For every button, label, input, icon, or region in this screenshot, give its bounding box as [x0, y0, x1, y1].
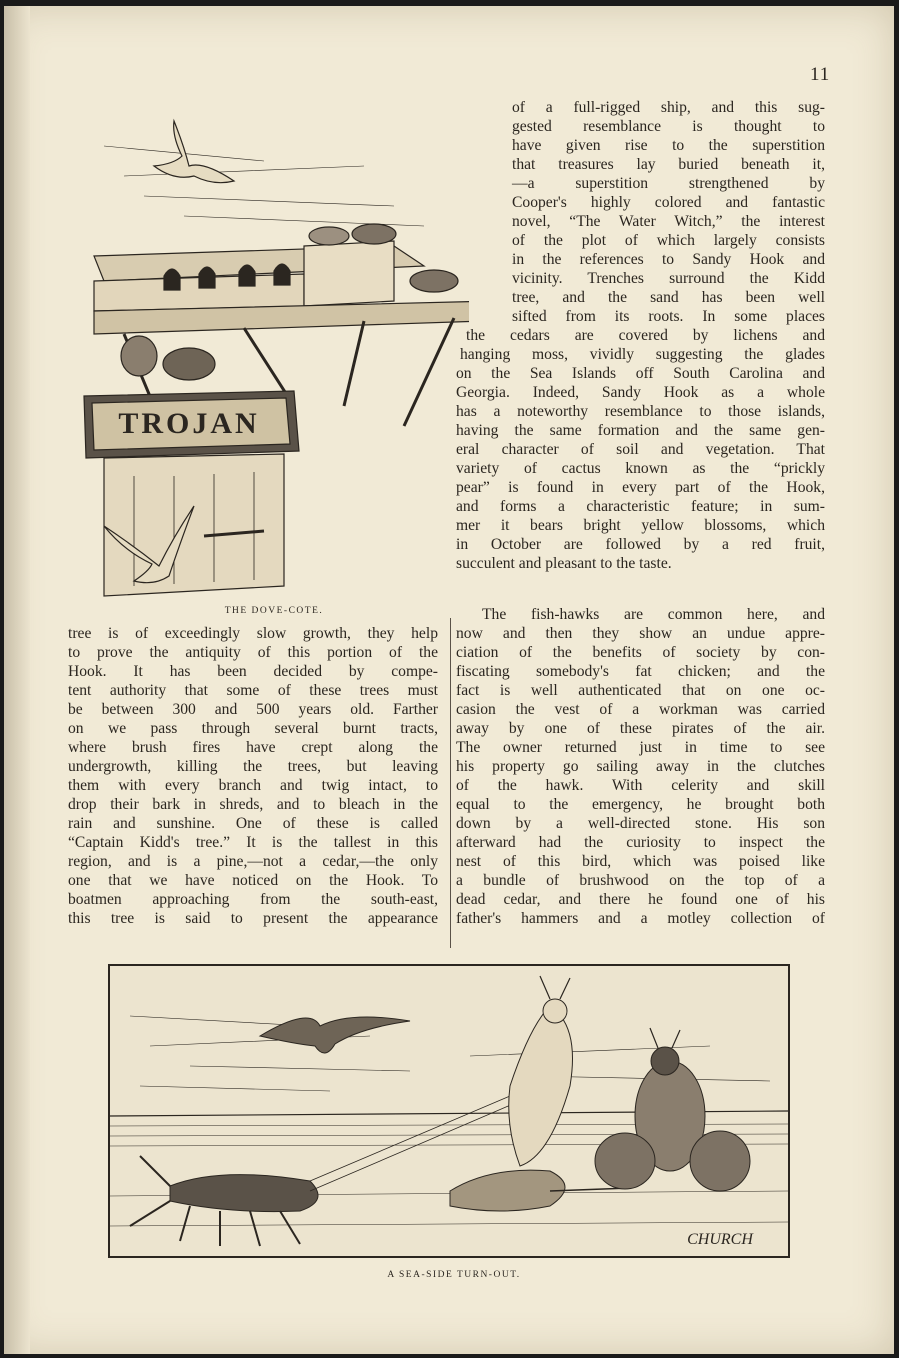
book-page	[4, 6, 894, 1354]
text-line: on we pass through several burnt tracts,	[68, 720, 438, 737]
text-line: having the same formation and the same gen-	[456, 422, 825, 439]
text-line: have given rise to the superstition	[512, 137, 825, 154]
text-line: “Captain Kidd's tree.” It is the tallest in this	[68, 834, 438, 851]
text-line: his property go sailing away in the clutches	[456, 758, 825, 775]
text-line: in October are followed by a red fruit,	[456, 536, 825, 553]
text-line: be between 300 and 500 years old. Farther	[68, 701, 438, 718]
text-line: The fish-hawks are common here, and	[482, 606, 825, 623]
text-line: of the hawk. With celerity and skill	[456, 777, 825, 794]
text-line: nest of this bird, which was poised like	[456, 853, 825, 870]
text-line: on the Sea Islands off South Carolina and	[456, 365, 825, 382]
text-line: The owner returned just in time to see	[456, 739, 825, 756]
text-line: dead cedar, and there he found one of his	[456, 891, 825, 908]
text-line: region, and is a pine,—not a cedar,—the only	[68, 853, 438, 870]
text-line: eral character of soil and vegetation. That	[456, 441, 825, 458]
text-line: of the plot of which largely consists	[512, 232, 825, 249]
text-line: vicinity. Trenches surround the Kidd	[512, 270, 825, 287]
sea-side-drawing	[110, 966, 788, 1256]
text-line: this tree is said to present the appearance	[68, 910, 438, 927]
text-line: rain and sunshine. One of these is called	[68, 815, 438, 832]
text-line: the cedars are covered by lichens and	[466, 327, 825, 344]
text-line: that treasures lay buried beneath it,	[512, 156, 825, 173]
text-line: tree is of exceedingly slow growth, they help	[68, 625, 438, 642]
artist-signature: CHURCH	[687, 1231, 753, 1248]
page-gutter-shadow	[4, 6, 30, 1354]
text-line: ciation of the benefits of society by con-	[456, 644, 825, 661]
sign-board-text: TROJAN	[118, 407, 260, 440]
text-line: afterward had the curiosity to inspect the	[456, 834, 825, 851]
text-line: fiscating somebody's fat chicken; and the	[456, 663, 825, 680]
text-line: Cooper's highly colored and fantastic	[512, 194, 825, 211]
sea-side-illustration	[108, 964, 790, 1258]
text-line: pear” is found in every part of the Hook,	[456, 479, 825, 496]
text-line: and forms a characteristic feature; in sum-	[456, 498, 825, 515]
text-line: father's hammers and a motley collection of	[456, 910, 825, 927]
text-line: now and then they show an undue appre-	[456, 625, 825, 642]
text-line: tree, and the sand has been well	[512, 289, 825, 306]
text-line: a bundle of brushwood on the top of a	[456, 872, 825, 889]
dove-cote-drawing	[64, 106, 469, 606]
text-line: has a noteworthy resemblance to those islands,	[456, 403, 825, 420]
text-line: one that we have noticed on the Hook. To	[68, 872, 438, 889]
text-line: casion the vest of a workman was carried	[456, 701, 825, 718]
text-line: where brush fires have crept along the	[68, 739, 438, 756]
text-line: fact is well authenticated that on one oc-	[456, 682, 825, 699]
text-line: hanging moss, vividly suggesting the glades	[460, 346, 825, 363]
text-line: variety of cactus known as the “prickly	[456, 460, 825, 477]
text-line: down by a well-directed stone. His son	[456, 815, 825, 832]
text-line: mer it bears bright yellow blossoms, which	[456, 517, 825, 534]
text-line: of a full-rigged ship, and this sug-	[512, 99, 825, 116]
text-line: in the references to Sandy Hook and	[512, 251, 825, 268]
dove-cote-caption: THE DOVE-COTE.	[224, 606, 324, 616]
text-line: drop their bark in shreds, and to bleach in the	[68, 796, 438, 813]
text-line: —a superstition strengthened by	[512, 175, 825, 192]
text-line: sifted from its roots. In some places	[512, 308, 825, 325]
text-line: undergrowth, killing the trees, but leaving	[68, 758, 438, 775]
column-divider	[450, 618, 451, 948]
text-line: novel, “The Water Witch,” the interest	[512, 213, 825, 230]
text-line: tent authority that some of these trees must	[68, 682, 438, 699]
text-line: equal to the emergency, he brought both	[456, 796, 825, 813]
text-line: them with every branch and twig intact, to	[68, 777, 438, 794]
page-number: 11	[810, 64, 831, 85]
text-line: gested resemblance is thought to	[512, 118, 825, 135]
sea-side-caption: A SEA-SIDE TURN-OUT.	[387, 1270, 521, 1280]
text-line: Georgia. Indeed, Sandy Hook as a whole	[456, 384, 825, 401]
dove-cote-illustration	[64, 106, 469, 606]
text-line: to prove the antiquity of this portion of the	[68, 644, 438, 661]
text-line: away by one of these pirates of the air.	[456, 720, 825, 737]
text-line: Hook. It has been decided by compe-	[68, 663, 438, 680]
text-line: succulent and pleasant to the taste.	[456, 555, 672, 572]
text-line: boatmen approaching from the south-east,	[68, 891, 438, 908]
